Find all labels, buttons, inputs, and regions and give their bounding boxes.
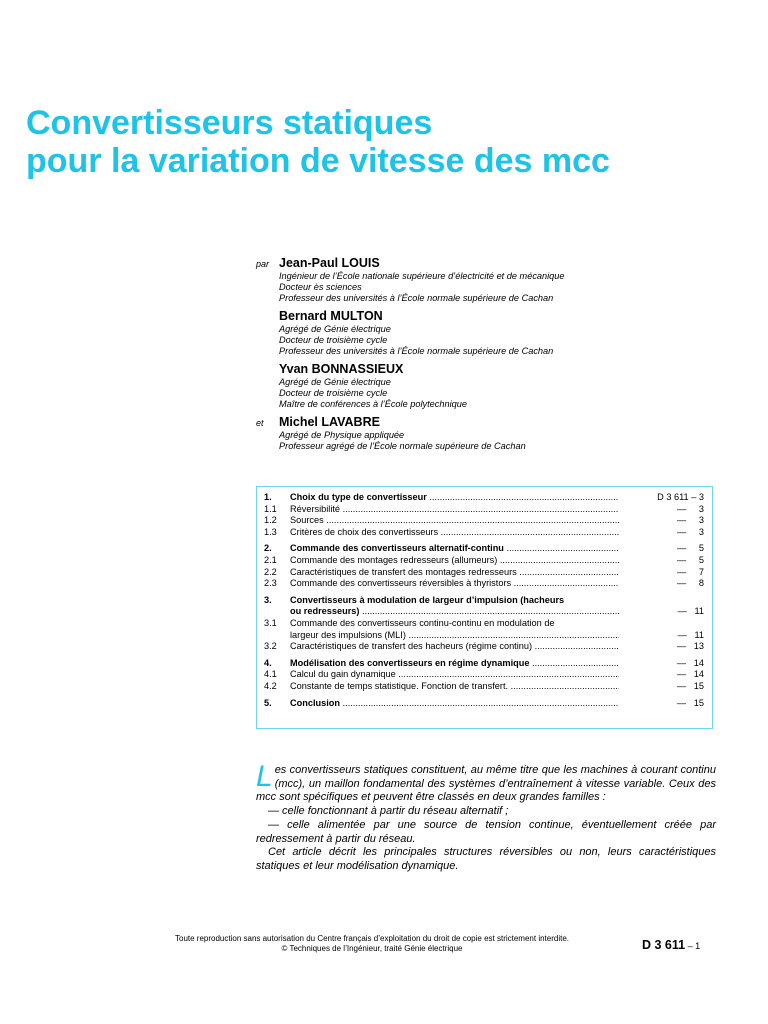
author-credential: Ingénieur de l’École nationale supérieure d’électricité et de mécanique [279,271,565,281]
abstract-paragraph-1: Les convertisseurs statiques constituent, au même titre que les machines à courant continu (mcc), un maillon fondamental des systèmes d’entraînement à vitesse variable. Ceux des mcc sont spécifiques et peuvent être classés en deux grandes familles : [256,760,716,804]
article-title [26,104,746,180]
toc-entry [264,578,704,590]
toc-title: Caractéristiques de transfert des hacheurs (régime continu) [290,641,533,652]
abstract-paragraph-3: — celle alimentée par une source de tension continue, éventuellement créée par redressement à partir du réseau. [256,818,716,845]
toc-title: Convertisseurs à modulation de largeur d’impulsion (hacheurs [290,594,565,605]
toc-title: Commande des convertisseurs continu-continu en modulation de [290,617,555,628]
toc-title: largeur des impulsions (MLI) [290,629,406,640]
toc-section [264,698,704,710]
toc-title: Sources [290,515,324,526]
toc-page: — 11 [677,629,704,640]
toc-entry-line [264,595,704,607]
author-name: Yvan BONNASSIEUX [279,362,404,376]
author-entry [256,415,716,452]
toc-title: Commande des convertisseurs alternatif-continu [290,543,504,554]
toc-title: Calcul du gain dynamique [290,669,396,680]
toc-entry [264,555,704,567]
copyright-line-2: © Techniques de l’Ingénieur, traité Génie électrique [281,943,463,953]
toc-page: — 15 [676,697,704,708]
drop-cap: L [256,760,273,793]
toc-title: Modélisation des convertisseurs en régime dynamique [290,657,530,668]
author-preposition: et [256,418,264,428]
toc-number: 5. [264,697,272,708]
abstract-paragraph-4: Cet article décrit les principales structures réversibles ou non, leurs caractéristiques statiques et leur modélisation dynamique. [256,846,716,872]
toc-page: — 15 [676,680,704,691]
toc-title: Réversibilité [290,503,341,514]
toc-number: 2. [264,543,272,554]
toc-page: — 3 [676,515,704,526]
toc-entry [264,669,704,681]
toc-entry [264,567,704,579]
toc-number: 1.1 [264,503,277,514]
copyright-line-1: Toute reproduction sans autorisation du Centre français d’exploitation du droit de copie est strictement interdite. [175,934,569,943]
copyright-notice [132,934,612,953]
toc-number: 1. [264,492,272,502]
toc-entry [264,492,704,504]
author-entry [256,309,716,357]
toc-entry [264,504,704,516]
toc-number: 1.3 [264,526,277,537]
abstract [256,760,716,874]
document-code: D 3 611 [642,938,686,952]
toc-page: — 3 [676,526,704,537]
author-credential: Professeur des universités à l’École normale supérieure de Cachan [279,293,554,303]
author-credential: Professeur des universités à l’École normale supérieure de Cachan [279,346,554,356]
toc-section [264,543,704,589]
toc-section [264,658,704,693]
toc-entry [264,658,704,670]
author-credential: Professeur agrégé de l’École normale supérieure de Cachan [279,441,526,451]
author-credential: Docteur de troisième cycle [279,335,388,345]
author-credential: Docteur de troisième cycle [279,388,388,398]
author-credential: Docteur ès sciences [279,282,362,292]
toc-page: — 3 [676,503,704,514]
toc-page: — 5 [676,543,704,554]
toc-entry [264,681,704,693]
toc-number: 3.2 [264,641,277,652]
title-line-1: Convertisseurs statiques [26,104,433,142]
toc-title: Critères de choix des convertisseurs [290,526,439,537]
toc-title: Choix du type de convertisseur [290,492,427,502]
toc-number: 4. [264,657,272,668]
author-entry [256,362,716,410]
toc-title: Constante de temps statistique. Fonction de transfert. [290,680,509,691]
toc-entry-line [264,618,704,630]
toc-entry [264,698,704,710]
author-credential: Maître de conférences à l’École polytechnique [279,399,467,409]
author-name: Bernard MULTON [279,309,383,323]
author-credential: Agrégé de Génie électrique [279,324,391,334]
author-entry [256,256,716,304]
toc-number: 4.2 [264,680,277,691]
author-name: Michel LAVABRE [279,415,380,429]
toc-number: 3.1 [264,617,277,628]
toc-section [264,595,704,653]
toc-page: D 3 611 – 3 [657,492,704,502]
toc-number: 2.2 [264,566,277,577]
page-reference [642,938,700,952]
authors-block [256,256,716,457]
toc-page: — 13 [676,641,704,652]
toc-entry [264,543,704,555]
toc-entry [264,527,704,539]
toc-entry [264,515,704,527]
toc-number: 2.3 [264,578,277,589]
author-name: Jean-Paul LOUIS [279,256,380,270]
page-number: – 1 [685,941,701,951]
toc-number: 1.2 [264,515,277,526]
toc-number: 2.1 [264,554,277,565]
toc-number: 4.1 [264,669,277,680]
toc-page: — 14 [676,657,704,668]
toc-page: — 7 [676,566,704,577]
title-line-2: pour la variation de vitesse des mcc [26,142,610,180]
author-credential: Agrégé de Génie électrique [279,377,391,387]
author-preposition: par [256,259,270,269]
table-of-contents [256,486,713,729]
toc-title: ou redresseurs) [290,606,360,617]
toc-page: — 5 [676,554,704,565]
toc-title: Caractéristiques de transfert des montages redresseurs [290,566,517,577]
toc-title: Commande des montages redresseurs (allumeurs) [290,554,498,565]
author-credential: Agrégé de Physique appliquée [279,430,405,440]
toc-page: — 11 [677,606,704,617]
toc-section [264,492,704,538]
toc-page: — 14 [676,669,704,680]
toc-page: — 8 [676,578,704,589]
abstract-paragraph-2: — celle fonctionnant à partir du réseau alternatif ; [268,805,509,818]
toc-number: 3. [264,594,272,605]
toc-entry [264,630,704,642]
toc-title: Commande des convertisseurs réversibles à thyristors [290,578,512,589]
toc-entry [264,641,704,653]
toc-title: Conclusion [290,697,341,708]
toc-entry [264,606,704,618]
